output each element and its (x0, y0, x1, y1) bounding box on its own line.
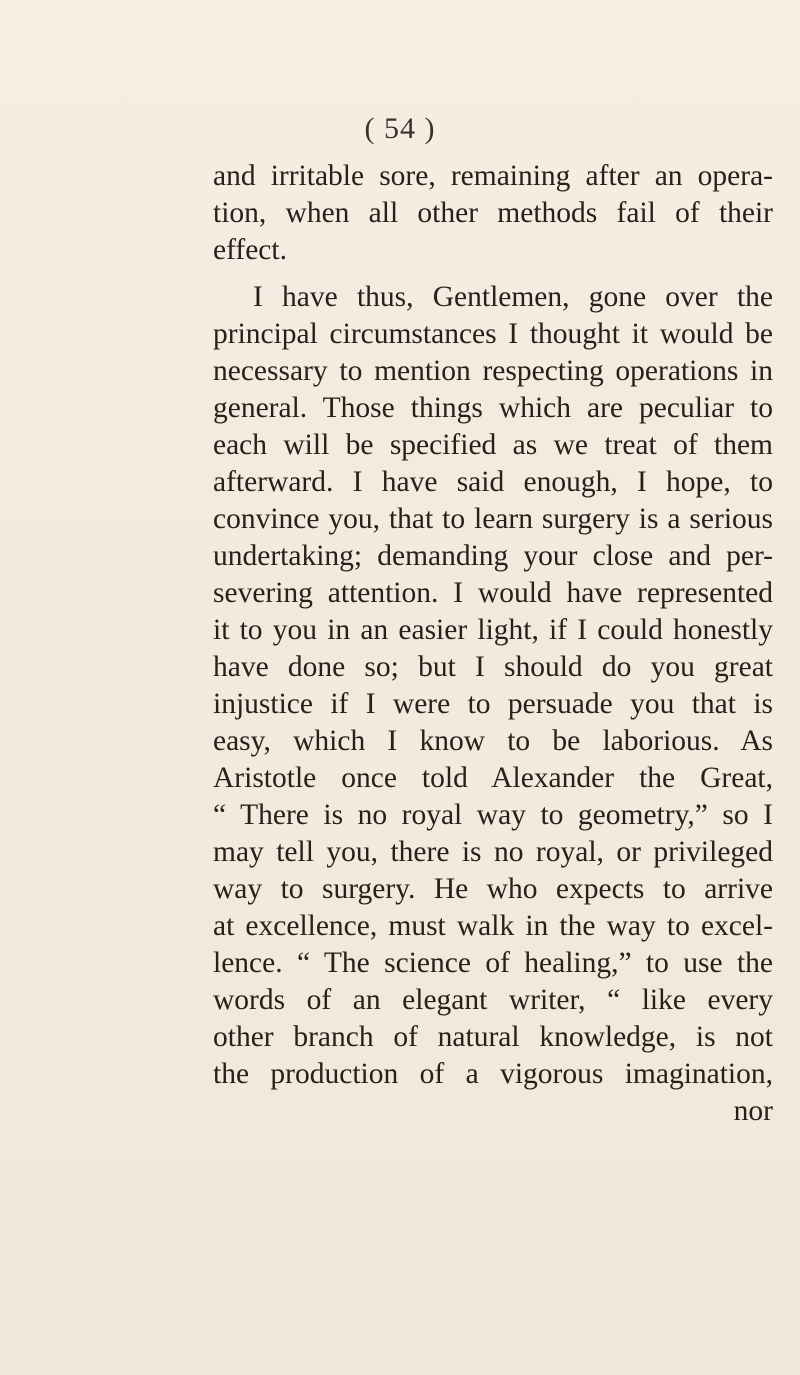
text-line: injustice if I were to persuade you that is (213, 688, 773, 720)
text-line: lence. “ The science of healing,” to use the (213, 947, 773, 979)
text-line: way to surgery. He who expects to arrive (213, 873, 773, 905)
text-line: at excellence, must walk in the way to excel- (213, 910, 773, 942)
text-line: it to you in an easier light, if I could honestly (213, 614, 773, 646)
text-line: I have thus, Gentlemen, gone over the (253, 281, 773, 313)
text-line: and irritable sore, remaining after an opera- (213, 160, 773, 192)
text-line: necessary to mention respecting operations in (213, 355, 773, 387)
text-line: may tell you, there is no royal, or privileged (213, 836, 773, 868)
text-line: have done so; but I should do you great (213, 651, 773, 683)
text-line: easy, which I know to be laborious. As (213, 725, 773, 757)
text-line: undertaking; demanding your close and per- (213, 540, 773, 572)
text-line: each will be specified as we treat of them (213, 429, 773, 461)
text-line: Aristotle once told Alexander the Great, (213, 762, 773, 794)
text-line: convince you, that to learn surgery is a serious (213, 503, 773, 535)
text-line: principal circumstances I thought it would be (213, 318, 773, 350)
text-line: general. Those things which are peculiar to (213, 392, 773, 424)
text-line: words of an elegant writer, “ like every (213, 984, 773, 1016)
paragraph-2 (213, 279, 773, 1130)
text-line: afterward. I have said enough, I hope, to (213, 466, 773, 498)
text-line: “ There is no royal way to geometry,” so I (213, 799, 773, 831)
catchword: nor (733, 1095, 773, 1127)
page-number: ( 54 ) (364, 112, 436, 145)
paragraph-1 (213, 158, 773, 269)
text-line: effect. (213, 234, 287, 266)
text-line: severing attention. I would have represented (213, 577, 773, 609)
text-line: the production of a vigorous imagination, (213, 1058, 773, 1090)
text-line: other branch of natural knowledge, is not (213, 1021, 773, 1053)
text-line: tion, when all other methods fail of their (213, 197, 773, 229)
